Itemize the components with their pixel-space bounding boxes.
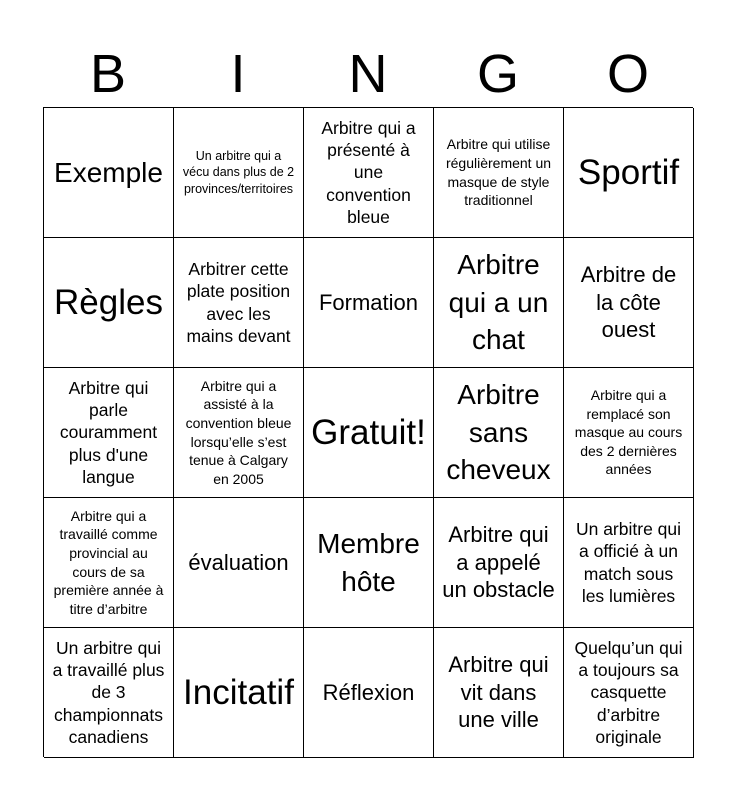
bingo-cell[interactable] [564,628,694,758]
cell-text: évaluation [188,549,289,575]
bingo-cell[interactable] [174,108,304,238]
cell-text: Formation [318,289,419,315]
bingo-cell[interactable] [304,238,434,368]
bingo-cell[interactable] [564,498,694,628]
cell-text: Arbitre qui a assisté à la convention bleue lorsqu’elle s’est tenue à Calgary en 2005 [185,377,292,487]
bingo-cell[interactable] [434,498,564,628]
bingo-cell[interactable] [174,368,304,498]
bingo-header [43,42,693,106]
bingo-cell[interactable] [434,108,564,238]
cell-text: Membre hôte [317,527,420,597]
cell-text: Sportif [577,152,680,192]
bingo-cell[interactable] [434,628,564,758]
bingo-cell[interactable] [174,628,304,758]
bingo-cell[interactable] [44,628,174,758]
bingo-cell[interactable] [564,368,694,498]
header-letter-b: B [89,44,127,104]
bingo-cell[interactable] [564,108,694,238]
bingo-cell[interactable] [564,238,694,368]
cell-text: Un arbitre qui a travaillé plus de 3 championnats canadiens [52,637,165,748]
cell-text: Un arbitre qui a officié à un match sous les lumières [575,518,682,606]
bingo-cell[interactable] [174,498,304,628]
cell-text: Règles [54,282,163,322]
cell-text: Quelqu’un qui a toujours sa casquette d’arbitre originale [574,637,683,748]
cell-text: Arbitre qui utilise régulièrement un masque de style traditionnel [445,136,552,209]
header-letter-n: N [348,44,388,104]
bingo-cell[interactable] [304,368,434,498]
bingo-board [43,107,693,757]
cell-text: Arbitre qui a présenté à une convention bleue [321,117,416,228]
header-letter-i: I [230,44,246,104]
bingo-cell[interactable] [304,628,434,758]
bingo-cell[interactable] [44,368,174,498]
cell-text: Réflexion [322,679,415,705]
cell-text: Arbitre qui a un chat [448,248,549,356]
header-letter-o: O [606,44,649,104]
cell-text: Arbitre de la côte ouest [580,262,677,343]
bingo-cell[interactable] [304,108,434,238]
cell-text: Arbitre qui a remplacé son masque au cours des 2 dernières années [574,386,683,478]
cell-text: Arbitre qui a appelé un obstacle [442,522,555,603]
cell-text: Arbitre qui a travaillé comme provincial au cours de sa première année à titre d’arbitre [53,507,164,617]
cell-text: Un arbitre qui a vécu dans plus de 2 provinces/territoires [182,148,295,196]
bingo-cell[interactable] [44,238,174,368]
bingo-cell[interactable] [174,238,304,368]
bingo-cell[interactable] [44,498,174,628]
cell-text: Arbitre qui parle couramment plus d'une langue [59,377,158,488]
bingo-cell[interactable] [434,238,564,368]
cell-text: Arbitre qui vit dans une ville [448,652,549,733]
cell-text: Exemple [54,156,163,188]
header-letter-g: G [476,44,519,104]
cell-text: Arbitre sans cheveux [446,378,551,486]
bingo-cell[interactable] [304,498,434,628]
cell-text: Arbitrer cette plate position avec les mains devant [186,258,291,346]
cell-text: Gratuit! [311,412,426,452]
bingo-cell[interactable] [44,108,174,238]
bingo-cell[interactable] [434,368,564,498]
cell-text: Incitatif [183,672,294,712]
